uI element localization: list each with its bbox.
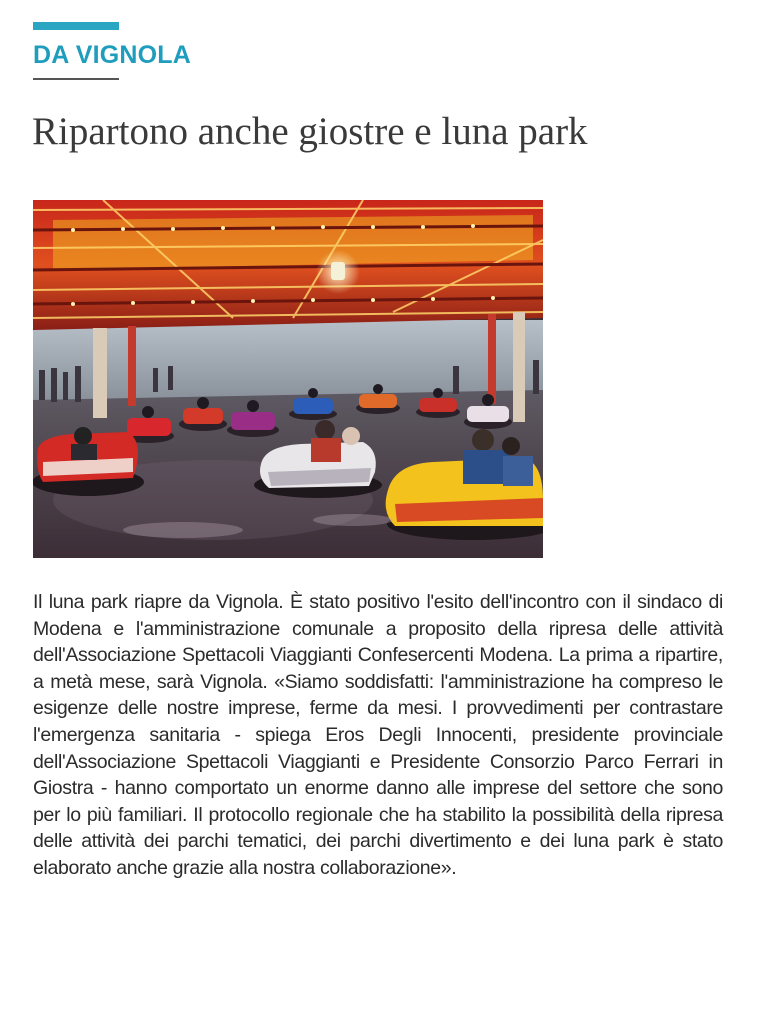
section-kicker: DA VIGNOLA (33, 41, 192, 69)
bumper-cars-illustration (33, 200, 543, 558)
headline: Ripartono anche giostre e luna park (32, 110, 588, 153)
kicker-rule (33, 78, 119, 80)
article-body: Il luna park riapre da Vignola. È stato positivo l'esito dell'incontro con il sindaco di Modena e l'amministrazione comunale a proposito della ripresa delle attività dell'Associazione Spettacoli Viaggianti Confesercenti Modena. La prima a ripartire, a metà mese, sarà Vignola. «Siamo soddisfatti: l'amministrazione ha compreso le esigenze delle nostre imprese, ferme da mesi. I provvedimenti per contrastare l'emergenza sanitaria - spiega Eros Degli Innocenti, presidente provinciale dell'Associazione Spettacoli Viaggianti e Presidente Consorzio Parco Ferrari in Giostra - hanno comportato un enorme danno alle imprese del settore che sono per lo più familiari. Il protocollo regionale che ha stabilito la possibilità della ripresa delle attività dei parchi tematici, dei parchi divertimento e dei luna park è stato elaborato anche grazie alla nostra collaborazione». (33, 591, 723, 879)
bumper-cars-photo (33, 200, 543, 558)
kicker-accent-bar (33, 22, 119, 30)
